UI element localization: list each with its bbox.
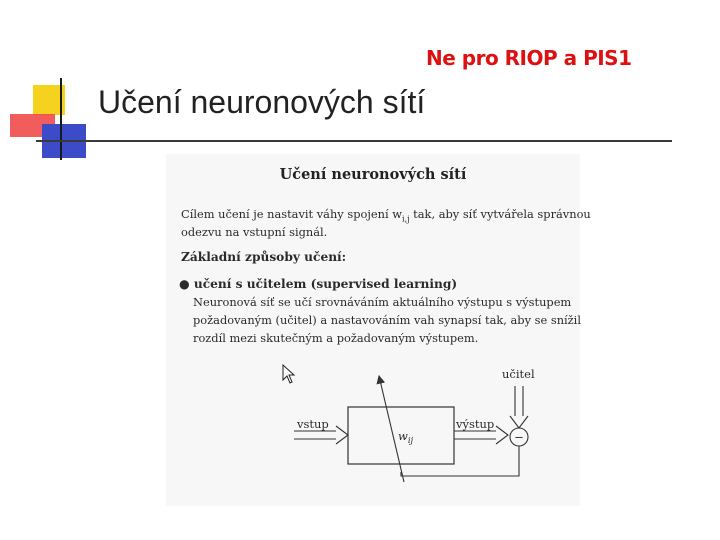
teacher-label: učitel bbox=[502, 367, 535, 381]
decor-vertical-line bbox=[60, 78, 62, 160]
title-underline bbox=[36, 140, 672, 142]
scan-title: Učení neuronových sítí bbox=[279, 166, 467, 183]
basic-heading: Základní způsoby učení: bbox=[181, 250, 347, 264]
scanned-page bbox=[166, 154, 591, 506]
intro-text: Cílem učení je nastavit váhy spojení w bbox=[181, 207, 402, 221]
weight-label: $w_{ij}$ bbox=[398, 429, 414, 446]
weight-subscript: i,j bbox=[401, 214, 410, 224]
minus-sign: − bbox=[514, 430, 524, 444]
output-label: výstup bbox=[456, 417, 495, 431]
top-note: Ne pro RIOP a PIS1 bbox=[426, 46, 632, 70]
supervised-learning-diagram bbox=[166, 154, 580, 506]
intro-text-line-2: odezvu na vstupní signál. bbox=[181, 225, 328, 239]
slide-title: Učení neuronových sítí bbox=[98, 84, 426, 120]
bullet-text-line-3: rozdíl mezi skutečným a požadovaným výstupem. bbox=[193, 331, 479, 345]
cursor-pointer-icon bbox=[282, 364, 296, 384]
intro-text-end: tak, aby síť vytvářela správnou bbox=[409, 207, 591, 221]
bullet-heading: učení s učitelem (supervised learning) bbox=[193, 277, 458, 291]
bullet-icon: ● bbox=[179, 277, 190, 291]
input-label: vstup bbox=[297, 417, 329, 431]
bullet-text-line-1: Neuronová síť se učí srovnáváním aktuálního výstupu s výstupem bbox=[193, 295, 572, 309]
teacher-arrow bbox=[510, 386, 528, 428]
bullet-text-line-2: požadovaným (učitel) a nastavováním vah synapsí tak, aby se snížil bbox=[193, 313, 581, 327]
feedback-line bbox=[401, 446, 519, 476]
